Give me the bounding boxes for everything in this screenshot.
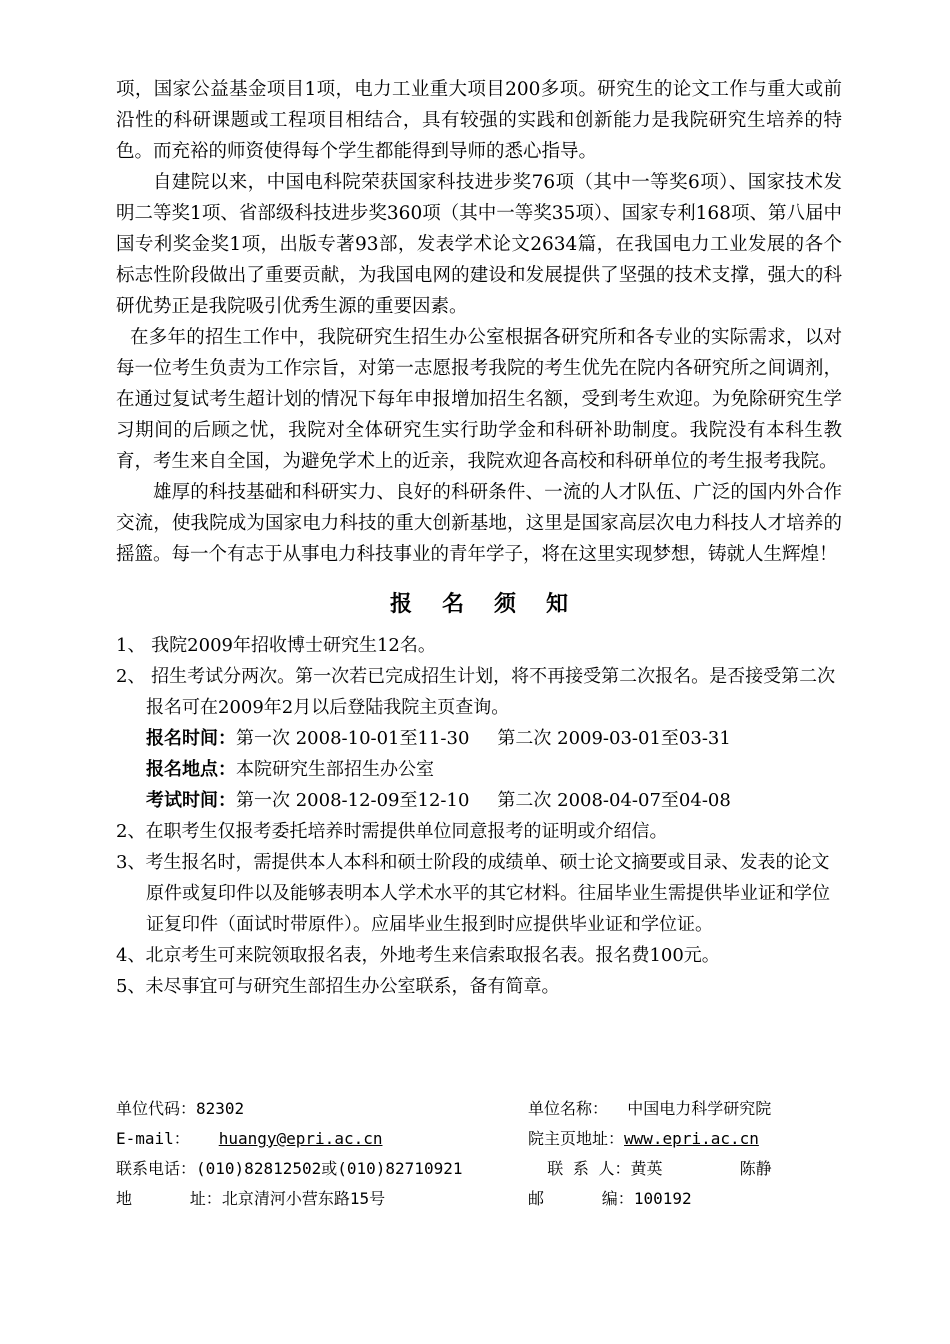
contact-row-4 [116,1184,842,1214]
notice-title: 报名须知 [389,591,598,617]
contact-person-label: 联 系 人： [547,1159,631,1178]
registration-place-value: 本院研究生部招生办公室 [236,759,434,780]
address-value: 北京清河小营东路15号 [221,1189,386,1208]
exam-time-label: 考试时间： [146,790,236,811]
unit-code-label: 单位代码： [116,1099,197,1118]
exam-time-second: 第二次 2008-04-07至04-08 [497,790,731,811]
notice-item-6: 5、未尽事宜可与研究生部招生办公室联系，备有简章。 [116,976,560,997]
registration-time [116,723,842,754]
contact-person [528,1154,772,1184]
intro-paragraph-1: 项，国家公益基金项目1项，电力工业重大项目200多项。研究生的论文工作与重大或前沿性的科研课题或工程项目相结合，具有较强的实践和创新能力是我院研究生培养的特色。而充裕的师资使得每个学生都能得到导师的悉心指导。 [116,79,842,162]
homepage-link[interactable]: www.epri.ac.cn [624,1129,759,1148]
email [116,1124,382,1154]
homepage-label: 院主页地址： [528,1129,625,1148]
registration-place-label: 报名地点： [146,759,236,780]
unit-name [528,1094,771,1124]
notice-item-2: 2、 招生考试分两次。第一次若已完成招生计划，将不再接受第二次报名。是否接受第二次报名可在2009年2月以后登陆我院主页查询。 [116,666,836,718]
unit-code [116,1094,244,1124]
registration-time-second: 第二次 2009-03-01至03-31 [497,728,731,749]
notice-item-5: 4、北京考生可来院领取报名表，外地考生来信索取报名表。报名费100元。 [116,945,720,966]
registration-time-first: 第一次 2008-10-01至11-30 [236,728,470,749]
document-page [116,74,842,1002]
notice-list [116,630,842,1002]
unit-name-label: 单位名称： [528,1099,609,1118]
email-label: E-mail： [116,1129,190,1148]
contact-block [116,1094,842,1214]
email-link[interactable]: huangy@epri.ac.cn [218,1129,383,1148]
postcode-value: 100192 [633,1189,692,1208]
intro-paragraph-2: 自建院以来，中国电科院荣获国家科技进步奖76项（其中一等奖6项）、国家技术发明二等奖1项、省部级科技进步奖360项（其中一等奖35项）、国家专利168项、第八届中国专利奖金奖1项，出版专著93部，发表学术论文2634篇，在我国电力工业发展的各个标志性阶段做出了重要贡献，为我国电网的建设和发展提供了坚强的技术支撑，强大的科研优势正是我院吸引优秀生源的重要因素。 [116,172,842,317]
contact-row-3 [116,1154,842,1184]
exam-time-first: 第一次 2008-12-09至12-10 [236,790,470,811]
notice-item-1: 1、 我院2009年招收博士研究生12名。 [116,635,436,656]
intro-paragraph-4: 雄厚的科技基础和科研实力、良好的科研条件、一流的人才队伍、广泛的国内外合作交流，使我院成为国家电力科技的重大创新基地，这里是国家高层次电力科技人才培养的摇篮。每一个有志于从事电力科技事业的青年学子，将在这里实现梦想，铸就人生辉煌！ [116,482,842,565]
registration-time-label: 报名时间： [146,728,236,749]
notice-item-4: 3、考生报名时，需提供本人本科和硕士阶段的成绩单、硕士论文摘要或目录、发表的论文原件或复印件以及能够表明本人学术水平的其它材料。往届毕业生需提供毕业证和学位证复印件（面试时带原件）。应届毕业生报到时应提供毕业证和学位证。 [116,852,830,935]
homepage [528,1124,759,1154]
contact-row-2 [116,1124,842,1154]
address-label: 地 址： [116,1189,222,1208]
unit-name-value: 中国电力科学研究院 [627,1099,772,1118]
phone-label: 联系电话： [116,1159,197,1178]
contact-person-value: 黄英 陈静 [630,1159,772,1178]
phone-value: (010)82812502或(010)82710921 [196,1159,463,1178]
phone [116,1154,462,1184]
notice-item-3: 2、在职考生仅报考委托培养时需提供单位同意报考的证明或介绍信。 [116,821,668,842]
postcode-label: 邮 编： [528,1189,634,1208]
contact-row-1 [116,1094,842,1124]
unit-code-value: 82302 [196,1099,245,1118]
intro-section [116,74,842,570]
address [116,1184,385,1214]
exam-time [116,785,842,816]
registration-place [116,754,842,785]
postcode [528,1184,692,1214]
intro-paragraph-3: 在多年的招生工作中，我院研究生招生办公室根据各研究所和各专业的实际需求，以对每一位考生负责为工作宗旨，对第一志愿报考我院的考生优先在院内各研究所之间调剂，在通过复试考生超计划的情况下每年申报增加招生名额，受到考生欢迎。为免除研究生学习期间的后顾之忧，我院对全体研究生实行助学金和科研补助制度。我院没有本科生教育，考生来自全国，为避免学术上的近亲，我院欢迎各高校和科研单位的考生报考我院。 [116,327,842,472]
